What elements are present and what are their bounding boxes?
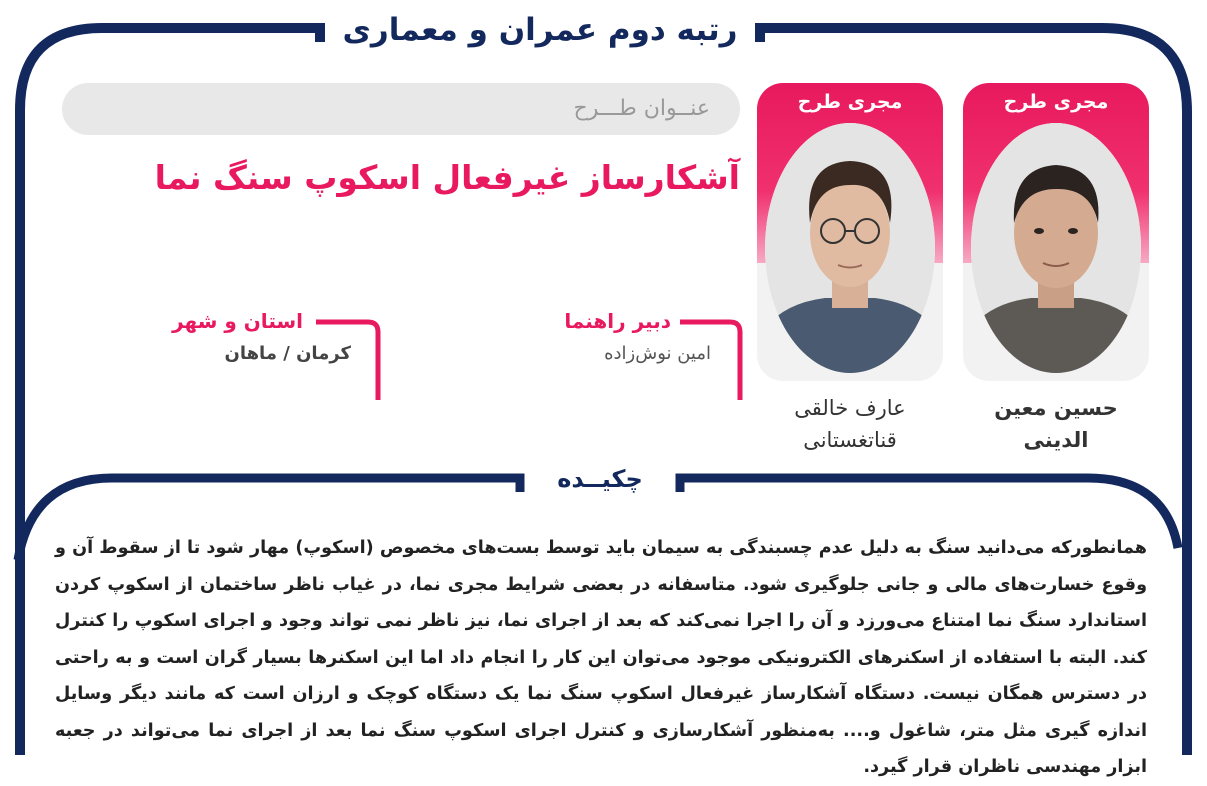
- project-title-pill: [62, 83, 740, 135]
- member-1-name-line2: الدینی: [1023, 428, 1089, 452]
- project-title: آشکارساز غیرفعال اسکوپ سنگ نما: [154, 158, 740, 197]
- abstract-text: همانطورکه می‌دانید سنگ به دلیل عدم چسبندگی به سیمان باید توسط بست‌های مخصوص (اسکوپ) مهار شود تا از سقوط آن و وقوع خسارت‌های مالی و جانی جلوگیری شود. متاسفانه در بعضی شرایط مجری نما، در غیاب ناظر ساختمان از اسکوپ کردن استاندارد سنگ نما امتناع می‌ورزد و آن را اجرا نمی‌کند که بعد از اجرای نما، نیز ناظر نمی‌ تواند وجود و اجرای اسکوپ را کنترل کند. البته با استفاده از اسکنرهای الکترونیکی موجود می‌توان این کار را انجام داد اما این اسکنرها بسیار گران است و به راحتی در دسترس همگان نیست. دستگاه آشکارساز غیرفعال اسکوپ سنگ نما یک دستگاه کوچک و ارزان است که مانند دیگر وسایل اندازه گیری مثل متر، شاغول و.... به‌منظور آشکارسازی و کنترل اجرای اسکوپ سنگ نما بعد از اجرای نما می‌تواند در جعبه ابزار مهندسی ناظران قرار گیرد.: [55, 538, 1147, 777]
- member-2-photo: [765, 123, 935, 373]
- page-title: رتبه دوم عمران و معماری: [340, 2, 740, 58]
- location-value: کرمان / ماهان: [224, 343, 351, 364]
- person-icon: [765, 123, 935, 373]
- member-card-2: [757, 83, 943, 381]
- person-icon: [971, 123, 1141, 373]
- member-2-name-line2: قناتغستانی: [803, 428, 897, 452]
- advisor-label: دبیر راهنما: [564, 309, 671, 333]
- project-title-label: عنــوان طـــرح: [573, 96, 710, 121]
- member-1-name: [963, 392, 1149, 456]
- member-1-photo: [971, 123, 1141, 373]
- member-2-name-line1: عارف خالقی: [794, 396, 906, 420]
- advisor-name: امین نوش‌زاده: [604, 343, 711, 364]
- member-card-1: [963, 83, 1149, 381]
- abstract-heading: چکیــده: [527, 462, 673, 496]
- member-1-name-line1: حسین معین: [994, 396, 1118, 420]
- member-1-role: مجری طرح: [1003, 91, 1109, 113]
- member-2-role: مجری طرح: [797, 91, 903, 113]
- member-2-name: [757, 392, 943, 456]
- location-label: استان و شهر: [172, 309, 303, 333]
